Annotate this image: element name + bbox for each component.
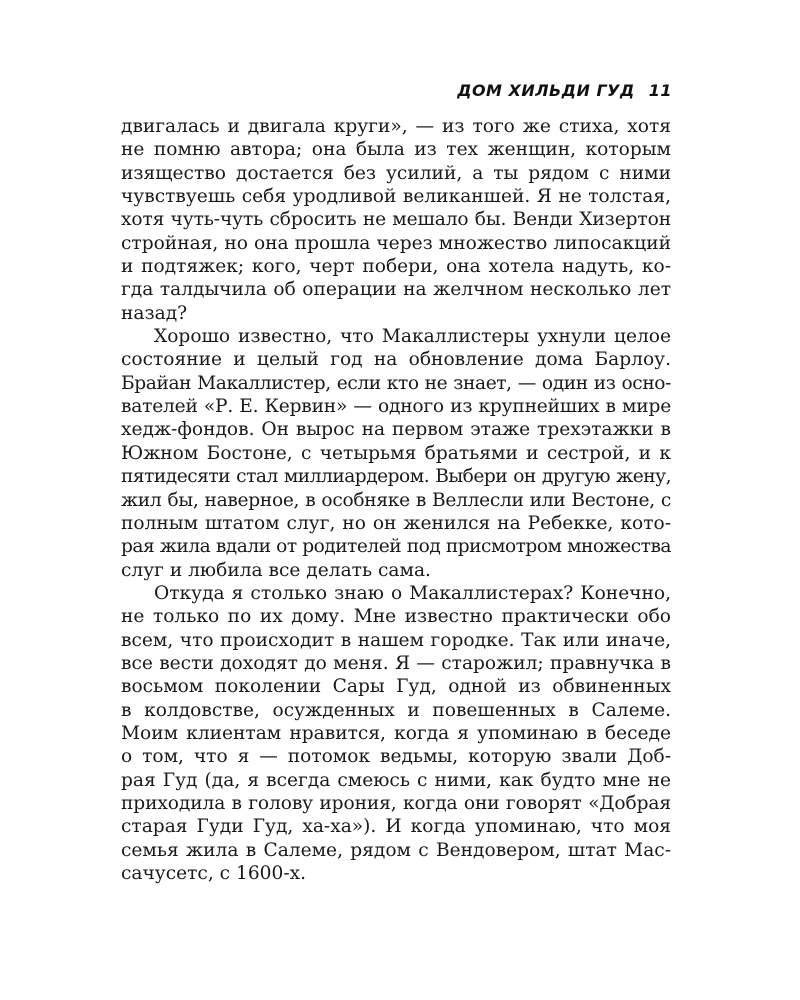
- text-line: хотя чуть-чуть сбросить не мешало бы. Венди Хизертон: [121, 209, 671, 231]
- text-line: хедж-фондов. Он вырос на первом этаже трехэтажки в: [121, 419, 671, 441]
- text-line: о том, что я — потомок ведьмы, которую звали Доб-: [121, 746, 671, 768]
- text-line: пятидесяти стал миллиардером. Выбери он другую жену,: [121, 466, 671, 488]
- text-line: состояние и целый год на обновление дома Барлоу.: [121, 349, 671, 371]
- text-line: рая жила вдали от родителей под присмотром множества: [121, 536, 671, 558]
- text-line: все вести доходят до меня. Я — старожил; правнучка в: [121, 652, 671, 674]
- body-text: [121, 115, 671, 885]
- text-line: не помню автора; она была из тех женщин, которым: [121, 139, 671, 161]
- text-line: слуг и любила все делать сама.: [121, 559, 431, 581]
- text-line: жил бы, наверное, в особняке в Веллесли или Вестоне, с: [121, 489, 671, 511]
- text-line: Моим клиентам нравится, когда я упоминаю в беседе: [121, 722, 671, 744]
- page-number: 11: [648, 81, 672, 100]
- text-line: полным штатом слуг, но он женился на Ребекке, кото-: [121, 512, 671, 534]
- text-line: вателей «Р. Е. Кервин» — одного из крупнейших в мире: [121, 396, 671, 418]
- paragraph-1: [121, 115, 671, 325]
- text-line: Хорошо известно, что Макаллистеры ухнули целое: [154, 326, 671, 348]
- text-line: и подтяжек; кого, черт побери, она хотела надуть, ко-: [121, 256, 671, 278]
- text-line: гда талдычила об операции на желчном несколько лет: [121, 279, 671, 301]
- running-header: [457, 81, 672, 100]
- text-line: всем, что происходит в нашем городке. Так или иначе,: [121, 629, 671, 651]
- text-line: семья жила в Салеме, рядом с Вендовером, штат Мас-: [121, 839, 671, 861]
- text-line: старая Гуди Гуд, ха-ха»). И когда упоминаю, что моя: [121, 816, 671, 838]
- text-line: рая Гуд (да, я всегда смеюсь с ними, как будто мне не: [121, 769, 671, 791]
- paragraph-3: [121, 582, 671, 885]
- text-line: в колдовстве, осужденных и повешенных в Салеме.: [121, 699, 671, 721]
- text-line: не только по их дому. Мне известно практически обо: [121, 606, 671, 628]
- text-line: изящество достается без усилий, а ты рядом с ними: [121, 162, 671, 184]
- text-line: стройная, но она прошла через множество липосакций: [121, 232, 671, 254]
- text-line: Откуда я столько знаю о Макаллистерах? Конечно,: [154, 582, 671, 604]
- text-line: восьмом поколении Сары Гуд, одной из обвиненных: [121, 676, 671, 698]
- text-line: приходила в голову ирония, когда они говорят «Добрая: [121, 792, 671, 814]
- text-line: двигалась и двигала круги», — из того же стиха, хотя: [121, 116, 671, 137]
- text-line: сачусетс, с 1600-х.: [121, 863, 306, 884]
- text-line: назад?: [121, 302, 188, 324]
- text-line: чувствуешь себя уродливой великаншей. Я не толстая,: [121, 186, 671, 208]
- paragraph-2: [121, 325, 671, 582]
- running-title: ДОМ ХИЛЬДИ ГУД: [457, 81, 635, 100]
- text-line: Брайан Макаллистер, если кто не знает, — один из осно-: [121, 372, 671, 394]
- text-line: Южном Бостоне, с четырьмя братьями и сестрой, и к: [121, 442, 671, 464]
